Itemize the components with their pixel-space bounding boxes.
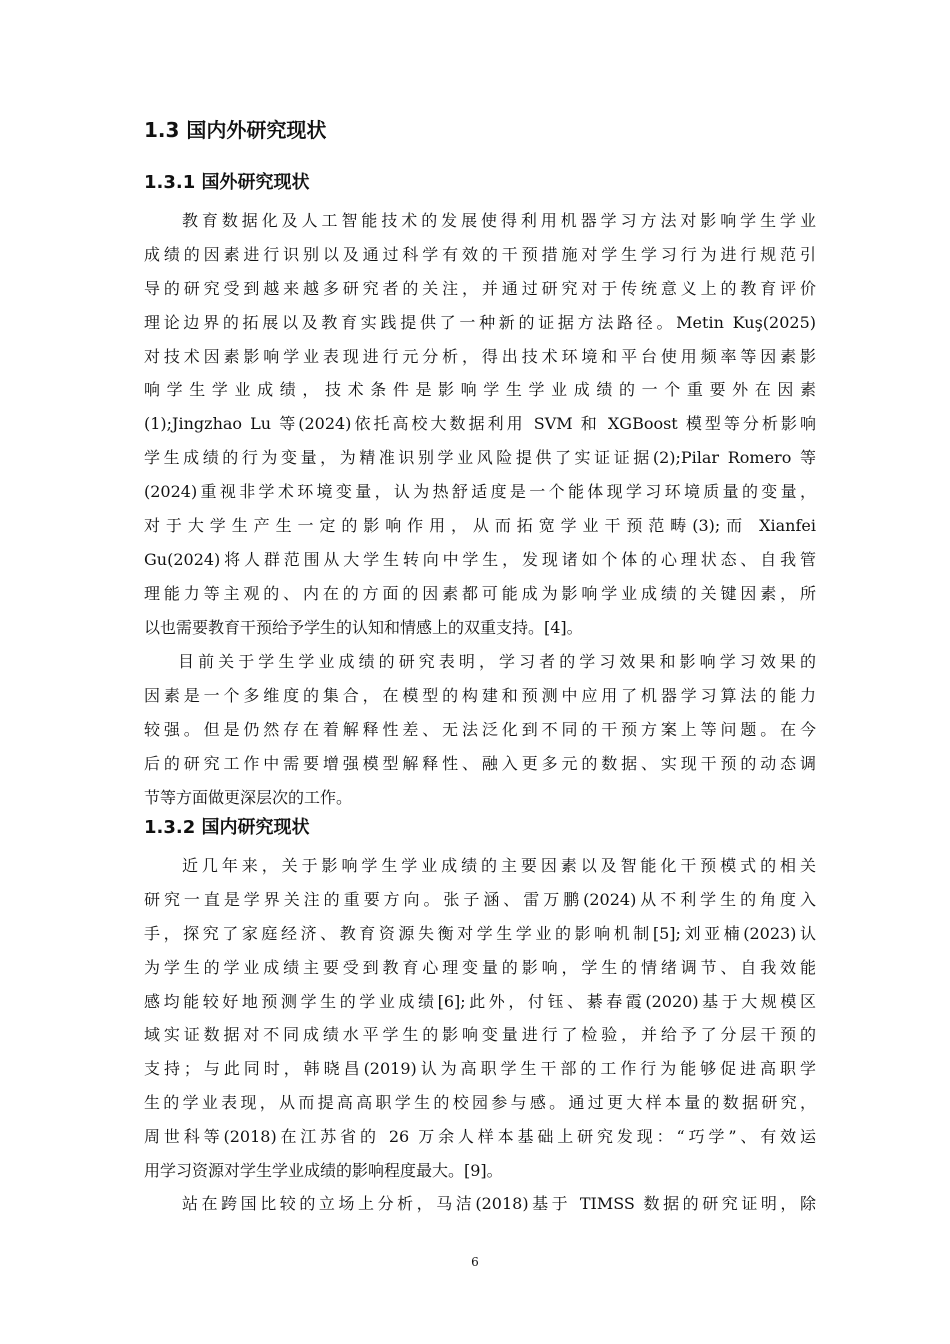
text-line: 因素是一个多维度的集合，在模型的构建和预测中应用了机器学习算法的能力 [144,685,816,705]
page-number: 6 [471,1255,479,1269]
text-line: 近几年来，关于影响学生学业成绩的主要因素以及智能化干预模式的相关 [182,856,816,875]
text-line: 后的研究工作中需要增强模型解释性、融入更多元的数据、实现干预的动态调 [144,753,816,773]
text-line: 对技术因素影响学业表现进行元分析，得出技术环境和平台使用频率等因素影 [144,346,816,366]
text-line: Gu(2024)将人群范围从大学生转向中学生，发现诸如个体的心理状态、自我管 [144,549,816,569]
text-line: 站在跨国比较的立场上分析，马洁(2018)基于 TIMSS 数据的研究证明，除 [182,1194,816,1213]
text-line: 为学生的学业成绩主要受到教育心理变量的影响，学生的情绪调节、自我效能 [144,957,816,977]
text-line: 研究一直是学界关注的重要方向。张子涵、雷万鹏(2024)从不利学生的角度入 [144,889,816,909]
text-line: 目前关于学生学业成绩的研究表明，学习者的学习效果和影响学习效果的 [178,652,816,671]
subsection-heading-foreign: 1.3.1 国外研究现状 [144,172,310,193]
text-line: 用学习资源对学生学业成绩的影响程度最大。[9]。 [144,1161,503,1181]
text-line: 手，探究了家庭经济、教育资源失衡对学生学业的影响机制[5];刘亚楠(2023)认 [144,923,816,943]
text-line: 感均能较好地预测学生的学业成绩[6];此外，付钰、綦春霞(2020)基于大规模区 [144,991,816,1011]
text-line: 周世科等(2018)在江苏省的 26 万余人样本基础上研究发现：“巧学”、有效运 [144,1127,816,1147]
text-line: 较强。但是仍然存在着解释性差、无法泛化到不同的干预方案上等问题。在今 [144,719,816,739]
text-line: 域实证数据对不同成绩水平学生的影响变量进行了检验，并给予了分层干预的 [144,1025,816,1045]
text-line: 生的学业表现，从而提高高职学生的校园参与感。通过更大样本量的数据研究， [144,1093,816,1113]
text-line: (2024)重视非学术环境变量，认为热舒适度是一个能体现学习环境质量的变量， [144,482,816,502]
text-line: 导的研究受到越来越多研究者的关注，并通过研究对于传统意义上的教育评价 [144,278,816,298]
text-line: 理能力等主观的、内在的方面的因素都可能成为影响学业成绩的关键因素，所 [144,583,816,603]
text-line: 支持；与此同时，韩晓昌(2019)认为高职学生干部的工作行为能够促进高职学 [144,1059,816,1079]
paragraph-cross-national [144,1187,816,1221]
paragraph-foreign-research [144,204,816,645]
paragraph-domestic-research [144,849,816,1188]
text-line: 节等方面做更深层次的工作。 [144,787,353,807]
subsection-heading-domestic: 1.3.2 国内研究现状 [144,817,310,838]
section-heading: 1.3 国内外研究现状 [144,118,327,142]
text-line: (1);Jingzhao Lu 等(2024)依托高校大数据利用 SVM 和 XGBoost 模型等分析影响 [144,414,816,434]
text-line: 成绩的因素进行识别以及通过科学有效的干预措施对学生学习行为进行规范引 [144,244,816,264]
text-line: 响学生学业成绩，技术条件是影响学生学业成绩的一个重要外在因素 [144,380,816,400]
paragraph-research-summary [144,645,816,814]
text-line: 对于大学生产生一定的影响作用，从而拓宽学业干预范畴(3);而 Xianfei [144,516,816,536]
text-line: 教育数据化及人工智能技术的发展使得利用机器学习方法对影响学生学业 [182,211,816,230]
text-line: 理论边界的拓展以及教育实践提供了一种新的证据方法路径。Metin Kuş(2025) [144,312,816,332]
text-line: 以也需要教育干预给予学生的认知和情感上的双重支持。[4]。 [144,617,583,637]
text-line: 学生成绩的行为变量，为精准识别学业风险提供了实证证据(2);Pilar Romero 等 [144,448,816,468]
